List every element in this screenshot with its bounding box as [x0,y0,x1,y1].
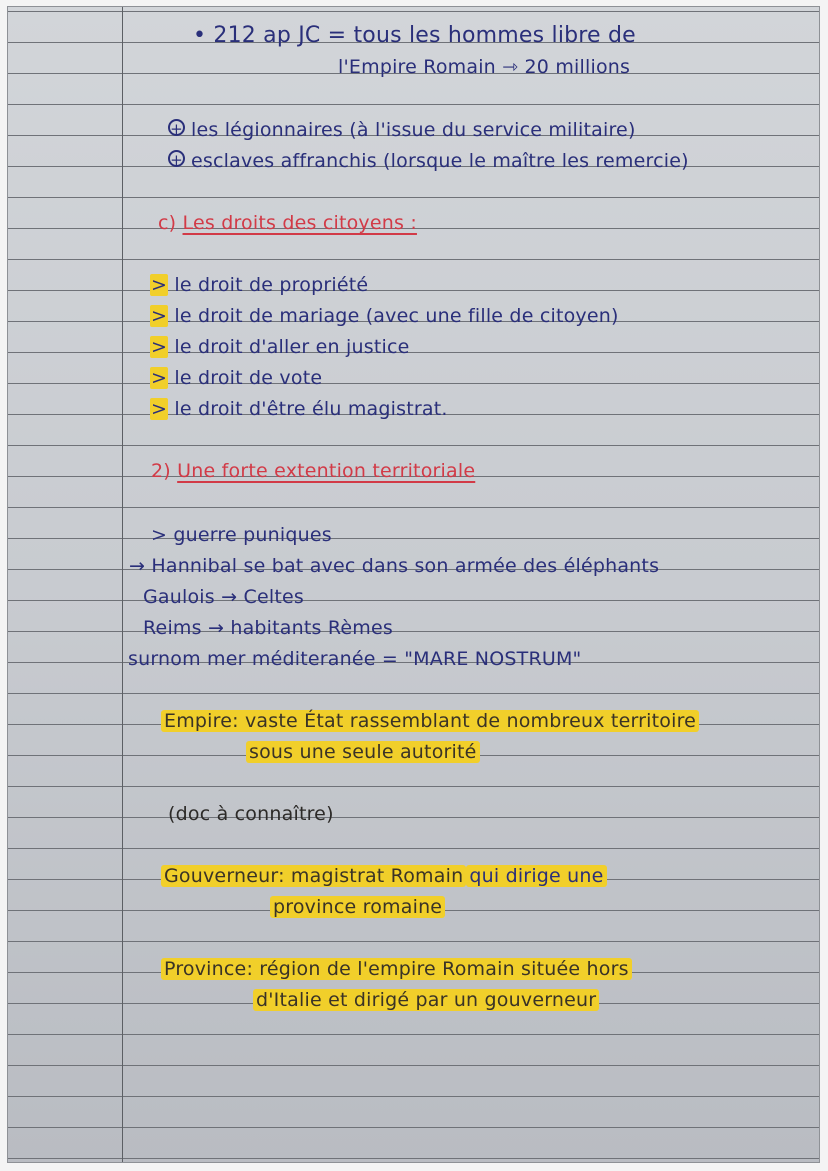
definition-empire [161,708,699,734]
definition-province-cont [253,987,599,1013]
definition-term: Province [164,958,247,980]
section-prefix: c) [158,212,177,234]
ruled-line [8,538,819,539]
rights-item [150,303,619,329]
rights-text: le droit d'être élu magistrat. [174,398,448,420]
section-prefix: 2) [151,460,171,482]
highlighted-text: province romaine [270,896,445,918]
ruled-line [8,1096,819,1097]
ruled-line [8,817,819,818]
highlighted-text [161,710,699,732]
text-line-legionnaires [168,117,636,143]
definition-gouverneur-cont [270,894,445,920]
note-line: Gaulois → Celtes [143,586,304,608]
rights-text: le droit de vote [174,367,323,389]
definition-gouverneur [161,863,607,889]
highlighted-text: d'Italie et dirigé par un gouverneur [253,989,599,1011]
ruled-line [8,941,819,942]
text-line-empire-romain: l'Empire Romain ⇾ 20 millions [338,56,631,78]
section-title: Une forte extention territoriale [177,460,476,482]
chevron-right-icon: > [151,336,168,358]
definition-text: : région de l'empire Romain située hors [246,958,629,980]
ruled-line [8,197,819,198]
ruled-line [8,1158,819,1159]
note-line: Reims → habitants Rèmes [143,617,394,639]
highlighted-text [161,865,466,887]
rights-item [150,365,322,391]
ruled-line [8,259,819,260]
notebook-page [7,6,820,1163]
note-line: → Hannibal se bat avec dans son armée des éléphants [129,555,660,577]
ruled-line [8,631,819,632]
ruled-line [8,352,819,353]
definition-term: Gouverneur [164,865,279,887]
esclaves-text: esclaves affranchis (lorsque le maître les remercie) [191,150,689,172]
ruled-line [8,1034,819,1035]
text-line-esclaves [168,148,689,174]
ruled-line [8,290,819,291]
rights-text: le droit de mariage (avec une fille de citoyen) [174,305,619,327]
note-line: surnom mer méditeranée = "MARE NOSTRUM" [128,648,582,670]
chevron-right-icon: > [151,398,168,420]
rights-item [150,272,368,298]
ruled-line [8,693,819,694]
definition-term: Empire [164,710,233,732]
ruled-line [8,600,819,601]
ruled-line [8,11,819,12]
section-heading-extension [151,458,475,484]
highlighted-text: sous une seule autorité [246,741,480,763]
legionnaires-text: les légionnaires (à l'issue du service militaire) [191,119,636,141]
highlighted-text: qui dirige une [466,865,606,887]
chevron-right-icon: > [151,274,168,296]
margin-line [122,7,123,1162]
chevron-right-icon: > [151,367,168,389]
rights-item [150,334,410,360]
definition-text: : magistrat Romain [278,865,464,887]
plus-circle-icon: + [168,119,185,136]
rights-item [150,396,448,422]
definition-province [161,956,632,982]
doc-note: (doc à connaître) [168,803,334,825]
note-line: > guerre puniques [151,524,332,546]
section-title: Les droits des citoyens : [182,212,417,234]
ruled-line [8,1065,819,1066]
ruled-line [8,507,819,508]
ruled-line [8,1127,819,1128]
chevron-right-icon: > [151,305,168,327]
rights-text: le droit de propriété [174,274,369,296]
ruled-line [8,104,819,105]
rights-text: le droit d'aller en justice [174,336,410,358]
ruled-line [8,848,819,849]
definition-empire-cont [246,739,480,765]
text-line-212: • 212 ap JC = tous les hommes libre de [193,23,636,48]
definition-text: : vaste État rassemblant de nombreux territoire [232,710,697,732]
ruled-line [8,445,819,446]
highlighted-text [161,958,632,980]
ruled-line [8,786,819,787]
ruled-line [8,383,819,384]
plus-circle-icon: + [168,150,185,167]
section-heading-droits [158,210,417,236]
